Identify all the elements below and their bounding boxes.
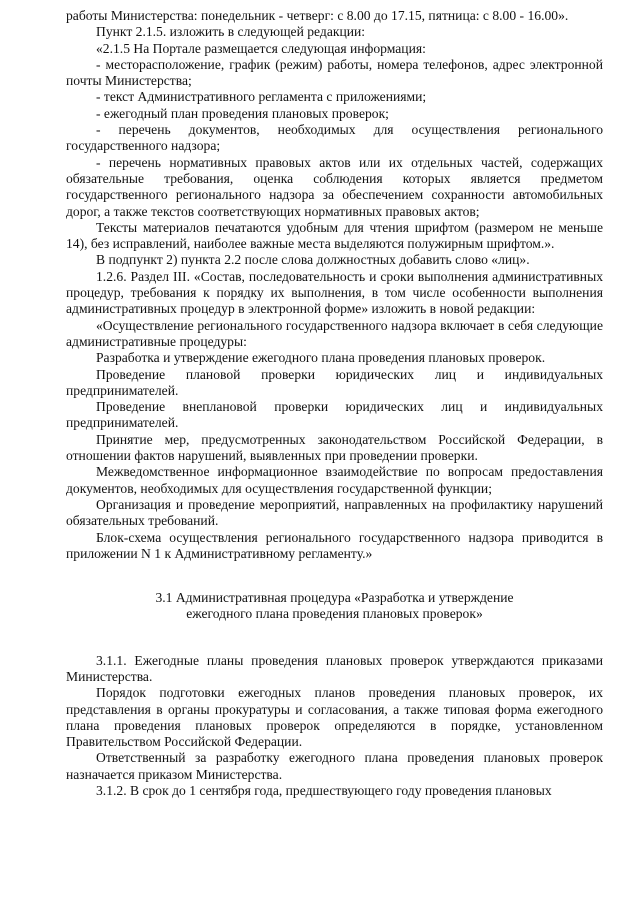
paragraph: Пункт 2.1.5. изложить в следующей редакции: — [96, 24, 366, 40]
procedure-item: Проведение плановой проверки юридических лиц и индивидуальных предпринимателей. — [66, 366, 603, 398]
procedure-item: Организация и проведение мероприятий, направленных на профилактику нарушений обязательных требований. — [66, 496, 603, 529]
list-item: - ежегодный план проведения плановых проверок; — [96, 105, 389, 121]
section-heading — [66, 590, 603, 623]
paragraph: 3.1.1. Ежегодные планы проведения плановых проверок утверждаются приказами Министерства. — [66, 652, 603, 684]
paragraph: Тексты материалов печатаются удобным для чтения шрифтом (размером не меньше 14), без исправлений, наиболее важные места выделяются полужирным шрифтом.». — [66, 219, 603, 252]
procedure-item: Проведение внеплановой проверки юридических лиц и индивидуальных предпринимателей. — [66, 399, 603, 431]
section-heading-line: ежегодного плана проведения плановых проверок» — [186, 606, 483, 622]
procedure-item: Разработка и утверждение ежегодного плана проведения плановых проверок. — [96, 350, 546, 366]
paragraph: «2.1.5 На Портале размещается следующая информация: — [96, 40, 426, 56]
section-heading-line: 3.1 Административная процедура «Разработка и утверждение — [155, 590, 514, 606]
list-item: - перечень документов, необходимых для осуществления регионального государственного надзора; — [66, 122, 603, 154]
paragraph: Порядок подготовки ежегодных планов проведения плановых проверок, их представления в органы прокуратуры и согласования, а также типовая форма ежегодного плана проведения плановых проверок определяются в порядке, установленном Правительством Российской Федерации. — [66, 685, 603, 750]
paragraph: «Осуществление регионального государственного надзора включает в себя следующие административные процедуры: — [66, 317, 603, 349]
paragraph: 3.1.2. В срок до 1 сентября года, предшествующего году проведения плановых — [96, 783, 552, 799]
list-item: - месторасположение, график (режим) работы, номера телефонов, адрес электронной почты Министерства; — [66, 56, 603, 89]
procedure-item: Межведомственное информационное взаимодействие по вопросам предоставления документов, необходимых для осуществления государственной функции; — [66, 464, 603, 496]
list-item: - перечень нормативных правовых актов или их отдельных частей, содержащих обязательные требования, оценка соблюдения которых является предметом государственного регионального надзора за обеспечением сохранности автомобильных дорог, а также текстов соответствующих нормативных правовых актов; — [66, 154, 603, 219]
procedure-item: Принятие мер, предусмотренных законодательством Российской Федерации, в отношении фактов нарушений, выявленных при проведении проверки. — [66, 431, 603, 464]
paragraph: работы Министерства: понедельник - четверг: с 8.00 до 17.15, пятница: с 8.00 - 16.00». — [66, 8, 569, 23]
paragraph: 1.2.6. Раздел III. «Состав, последовательность и сроки выполнения административных процедур, требования к порядку их выполнения, в том числе особенности выполнения административных процедур в электронной форме» изложить в новой редакции: — [66, 268, 603, 317]
document-page — [66, 8, 603, 799]
paragraph: Блок-схема осуществления регионального государственного надзора приводится в приложении N 1 к Административному регламенту.» — [66, 529, 603, 561]
list-item: - текст Административного регламента с приложениями; — [96, 89, 427, 105]
paragraph: В подпункт 2) пункта 2.2 после слова должностных добавить слово «лиц». — [96, 252, 530, 268]
paragraph: Ответственный за разработку ежегодного плана проведения плановых проверок назначается приказом Министерства. — [66, 750, 603, 782]
